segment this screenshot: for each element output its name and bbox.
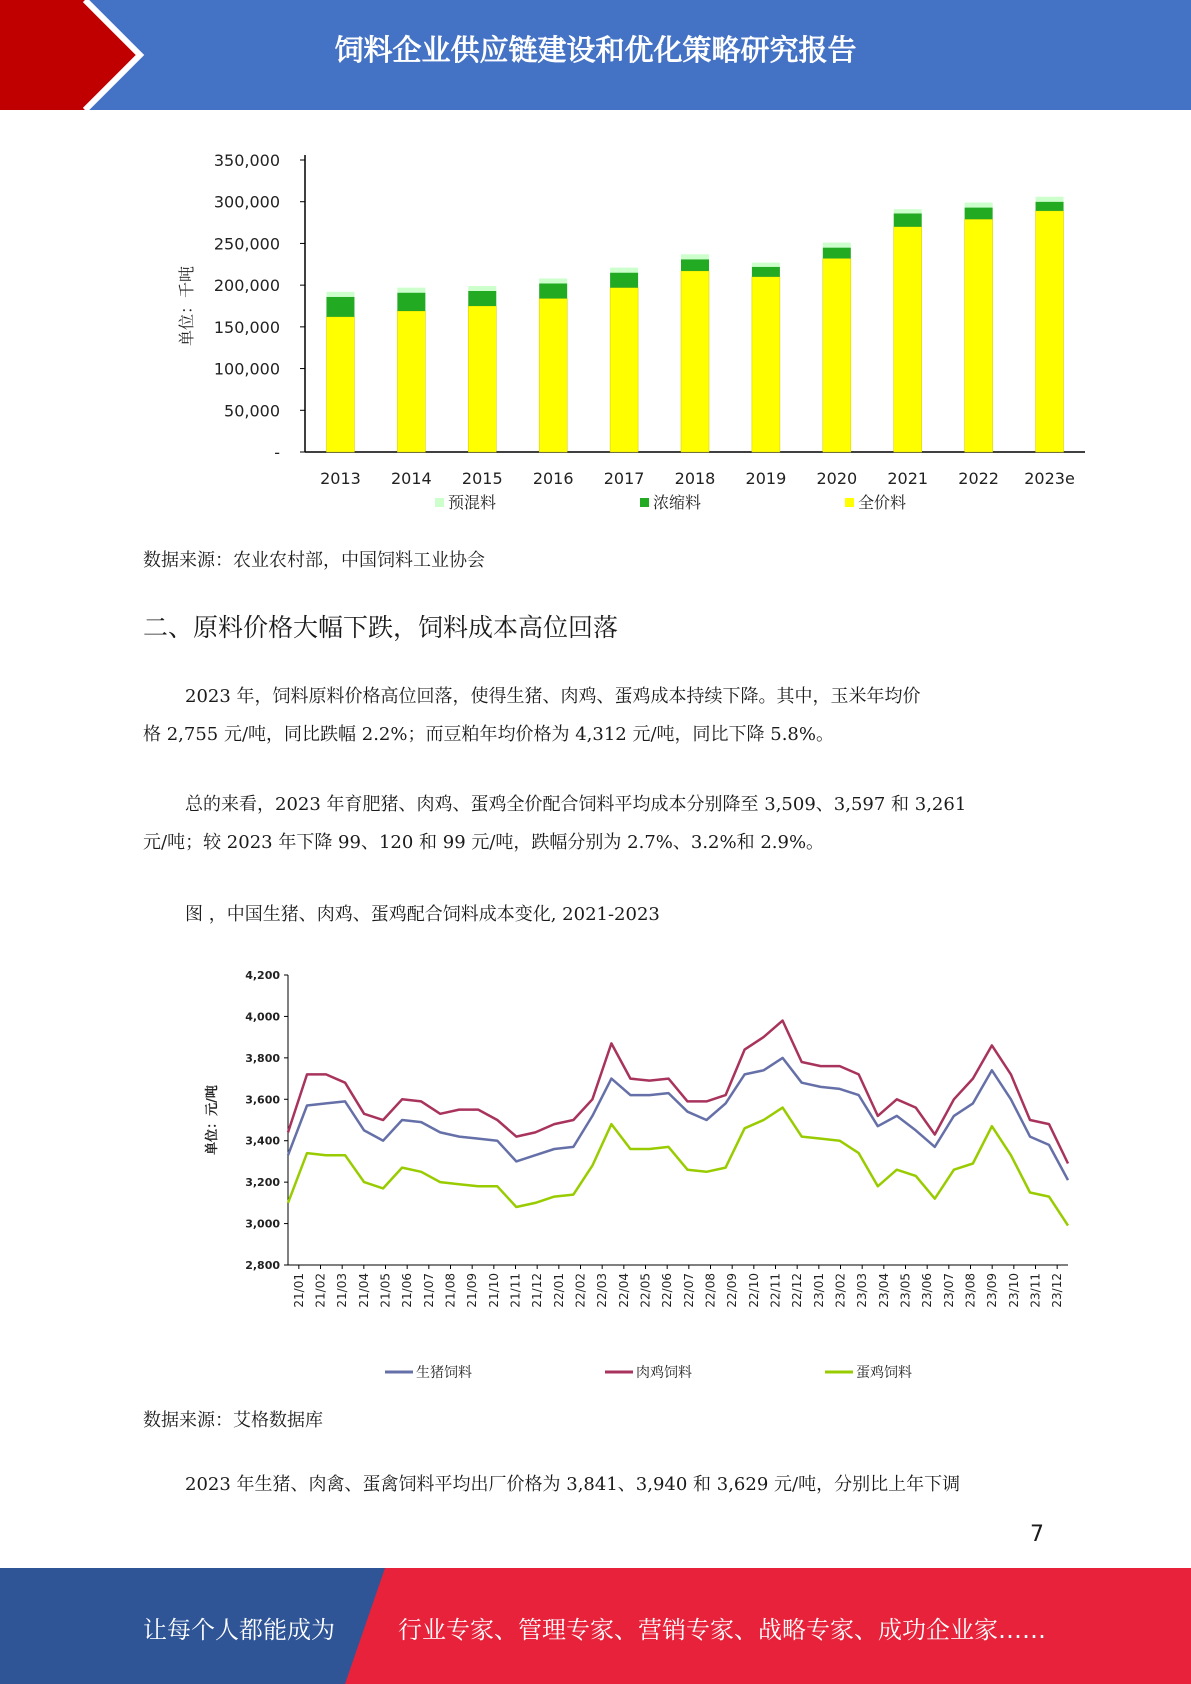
legend-swatch	[640, 498, 649, 507]
feed-cost-line-chart	[200, 960, 1100, 1390]
y-tick-label: -	[274, 443, 280, 462]
y-tick-label: 4,200	[245, 969, 280, 982]
bar-segment-预混料	[823, 243, 851, 248]
source-note-1: 数据来源：农业农村部，中国饲料工业协会	[143, 550, 485, 571]
x-tick-label: 22/06	[660, 1273, 675, 1308]
source-note-2: 数据来源：艾格数据库	[143, 1410, 323, 1431]
paragraph-3	[143, 1466, 1043, 1504]
bar-segment-浓缩料	[326, 297, 354, 317]
paragraph-2-line-2: 元/吨；较 2023 年下降 99、120 和 99 元/吨，跌幅分别为 2.7%、3.2%和 2.9%。	[143, 832, 825, 853]
bar-segment-预混料	[326, 292, 354, 297]
series-line-生猪饲料	[288, 1058, 1068, 1180]
x-tick-label: 21/09	[465, 1273, 480, 1308]
x-tick-label: 21/05	[378, 1273, 393, 1308]
footer-slogan-left: 让每个人都能成为	[143, 1616, 335, 1644]
paragraph-1-line-1: 2023 年，饲料原料价格高位回落，使得生猪、肉鸡、蛋鸡成本持续下降。其中，玉米年均价	[185, 686, 921, 707]
bar-segment-预混料	[965, 203, 993, 208]
y-tick-label: 200,000	[213, 276, 280, 296]
page-number: 7	[1030, 1522, 1044, 1547]
y-axis-title: 单位：千吨	[177, 265, 196, 347]
bar-segment-全价料	[539, 298, 567, 452]
y-tick-label: 250,000	[213, 234, 280, 254]
feed-production-bar-chart	[170, 140, 1100, 530]
paragraph-2	[143, 786, 1043, 862]
x-tick-label: 2017	[603, 469, 645, 488]
x-tick-label: 23/08	[963, 1273, 978, 1308]
x-tick-label: 22/02	[573, 1273, 588, 1308]
bar-segment-浓缩料	[468, 291, 496, 306]
bar-segment-浓缩料	[894, 213, 922, 226]
series-line-肉鸡饲料	[288, 1021, 1068, 1164]
x-tick-label: 21/12	[530, 1273, 545, 1308]
x-tick-label: 23/11	[1028, 1273, 1043, 1308]
x-tick-label: 23/06	[920, 1273, 935, 1308]
x-tick-label: 23/09	[985, 1273, 1000, 1308]
series-line-蛋鸡饲料	[288, 1108, 1068, 1226]
x-tick-label: 21/03	[335, 1273, 350, 1308]
x-tick-label: 23/10	[1006, 1273, 1021, 1308]
x-tick-label: 2023e	[1024, 469, 1075, 488]
legend-label: 蛋鸡饲料	[856, 1365, 912, 1381]
bar-segment-预混料	[752, 263, 780, 267]
legend-swatch	[845, 498, 854, 507]
bar-segment-全价料	[610, 288, 638, 452]
bar-segment-全价料	[823, 258, 851, 452]
x-tick-label: 21/01	[291, 1273, 306, 1308]
bar-segment-浓缩料	[965, 208, 993, 220]
page-header	[0, 0, 1191, 110]
bar-segment-全价料	[468, 306, 496, 452]
x-tick-label: 23/12	[1050, 1273, 1065, 1308]
legend-label: 预混料	[448, 493, 497, 512]
y-tick-label: 2,800	[245, 1259, 280, 1272]
y-tick-label: 3,600	[245, 1093, 280, 1107]
x-tick-label: 23/02	[833, 1273, 848, 1308]
x-tick-label: 21/10	[486, 1273, 501, 1308]
y-tick-label: 3,800	[245, 1051, 280, 1065]
x-tick-label: 21/02	[313, 1273, 328, 1308]
bar-segment-预混料	[894, 209, 922, 213]
bar-segment-浓缩料	[823, 248, 851, 259]
bar-segment-全价料	[326, 317, 354, 452]
y-tick-label: 3,400	[245, 1134, 280, 1148]
x-tick-label: 23/01	[811, 1273, 826, 1308]
x-tick-label: 22/01	[551, 1273, 566, 1308]
paragraph-1	[143, 678, 1043, 754]
y-tick-label: 350,000	[213, 151, 280, 170]
x-tick-label: 21/08	[443, 1273, 458, 1308]
x-tick-label: 23/05	[898, 1273, 913, 1308]
bar-segment-全价料	[752, 277, 780, 452]
bar-segment-预混料	[610, 268, 638, 273]
bar-segment-全价料	[397, 311, 425, 452]
x-tick-label: 2020	[816, 469, 858, 488]
bar-segment-浓缩料	[752, 267, 780, 277]
bar-segment-全价料	[894, 227, 922, 452]
bar-segment-浓缩料	[539, 283, 567, 298]
bar-segment-全价料	[681, 271, 709, 452]
x-tick-label: 22/03	[595, 1273, 610, 1308]
bar-segment-预混料	[397, 288, 425, 293]
bar-segment-预混料	[681, 254, 709, 259]
bar-segment-全价料	[965, 219, 993, 452]
x-tick-label: 23/04	[876, 1273, 891, 1308]
y-tick-label: 3,200	[245, 1176, 280, 1190]
x-tick-label: 21/06	[400, 1273, 415, 1308]
paragraph-2-line-1: 总的来看，2023 年育肥猪、肉鸡、蛋鸡全价配合饲料平均成本分别降至 3,509、3,597 和 3,261	[185, 794, 967, 815]
x-tick-label: 2021	[887, 469, 929, 488]
y-tick-label: 300,000	[213, 192, 280, 212]
bar-segment-浓缩料	[1036, 202, 1064, 211]
legend-label: 生猪饲料	[416, 1365, 472, 1381]
x-tick-label: 23/03	[855, 1273, 870, 1308]
bar-segment-全价料	[1036, 211, 1064, 452]
y-tick-label: 50,000	[224, 401, 280, 421]
report-title: 饲料企业供应链建设和优化策略研究报告	[334, 33, 857, 67]
bar-segment-预混料	[468, 286, 496, 291]
legend-label: 肉鸡饲料	[636, 1365, 692, 1381]
y-tick-label: 100,000	[213, 359, 280, 379]
x-tick-label: 21/11	[508, 1273, 523, 1308]
legend-swatch	[435, 498, 444, 507]
legend-label: 全价料	[858, 493, 907, 512]
x-tick-label: 22/10	[746, 1273, 761, 1308]
y-tick-label: 150,000	[213, 317, 280, 337]
x-tick-label: 22/08	[703, 1273, 718, 1308]
legend-label: 浓缩料	[653, 493, 702, 512]
x-tick-label: 2022	[958, 469, 999, 488]
x-tick-label: 21/04	[356, 1273, 371, 1308]
y-tick-label: 4,000	[245, 1010, 280, 1024]
x-tick-label: 2018	[674, 469, 716, 488]
x-tick-label: 22/05	[638, 1273, 653, 1308]
footer-slogan-right: 行业专家、管理专家、营销专家、战略专家、成功企业家……	[398, 1616, 1046, 1644]
section-heading: 二、原料价格大幅下跌，饲料成本高位回落	[143, 613, 619, 642]
bar-segment-浓缩料	[610, 273, 638, 288]
x-tick-label: 23/07	[941, 1273, 956, 1308]
x-tick-label: 2013	[320, 469, 361, 488]
y-axis-title: 单位：元/吨	[205, 1085, 220, 1155]
y-tick-label: 3,000	[245, 1217, 280, 1231]
x-tick-label: 2015	[461, 469, 503, 488]
x-tick-label: 2014	[391, 469, 432, 488]
x-tick-label: 21/07	[421, 1273, 436, 1308]
x-tick-label: 2019	[745, 469, 787, 488]
paragraph-1-line-2: 格 2,755 元/吨，同比跌幅 2.2%；而豆粕年均价格为 4,312 元/吨，同比下降 5.8%。	[143, 724, 834, 745]
x-tick-label: 22/09	[725, 1273, 740, 1308]
x-tick-label: 22/12	[790, 1273, 805, 1308]
bar-segment-浓缩料	[681, 259, 709, 271]
bar-segment-浓缩料	[397, 293, 425, 311]
bar-segment-预混料	[539, 278, 567, 283]
x-tick-label: 22/07	[681, 1273, 696, 1308]
x-tick-label: 22/04	[616, 1273, 631, 1308]
figure-title: 图 ，中国生猪、肉鸡、蛋鸡配合饲料成本变化, 2021-2023	[185, 904, 660, 925]
x-tick-label: 2016	[532, 469, 574, 488]
bar-segment-预混料	[1036, 197, 1064, 202]
paragraph-3-line-1: 2023 年生猪、肉禽、蛋禽饲料平均出厂价格为 3,841、3,940 和 3,629 元/吨，分别比上年下调	[185, 1474, 961, 1495]
x-tick-label: 22/11	[768, 1273, 783, 1308]
